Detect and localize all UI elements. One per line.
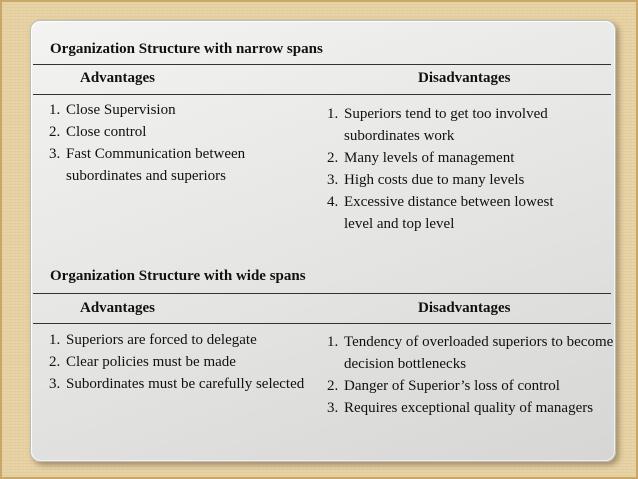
list-item: 1. Tendency of overloaded superiors to become decision bottlenecks	[342, 331, 634, 375]
list-item: 2. Danger of Superior’s loss of control	[342, 375, 634, 397]
wide-spans-title: Organization Structure with wide spans	[50, 268, 306, 284]
list-item: 2. Clear policies must be made	[64, 351, 329, 373]
list-item: 3. Subordinates must be carefully selected	[64, 373, 329, 395]
list-item: 2. Close control	[64, 121, 314, 143]
list-item: 3. Fast Communication between subordinates and superiors	[64, 143, 314, 187]
narrow-advantages-list	[38, 99, 314, 187]
list-item: 3. Requires exceptional quality of managers	[342, 397, 634, 419]
narrow-spans-title: Organization Structure with narrow spans	[50, 41, 323, 57]
wide-advantages-list	[38, 329, 329, 395]
list-item: 4. Excessive distance between lowest level and top level	[342, 191, 582, 235]
wide-advantages-heading: Advantages	[80, 300, 156, 316]
list-item: 1. Superiors tend to get too involved subordinates work	[342, 103, 582, 147]
narrow-spans-divider-top	[33, 64, 611, 65]
wide-disadvantages-heading: Disadvantages	[418, 300, 511, 316]
narrow-disadvantages-list	[316, 103, 582, 235]
narrow-advantages-heading: Advantages	[80, 70, 156, 86]
narrow-spans-divider-header	[33, 94, 611, 95]
list-item: 1. Superiors are forced to delegate	[64, 329, 329, 351]
wide-spans-divider-top	[33, 293, 611, 294]
wide-spans-divider-header	[33, 323, 611, 324]
list-item: 2. Many levels of management	[342, 147, 582, 169]
list-item: 1. Close Supervision	[64, 99, 314, 121]
narrow-disadvantages-heading: Disadvantages	[418, 70, 511, 86]
wide-disadvantages-list	[316, 331, 634, 419]
list-item: 3. High costs due to many levels	[342, 169, 582, 191]
